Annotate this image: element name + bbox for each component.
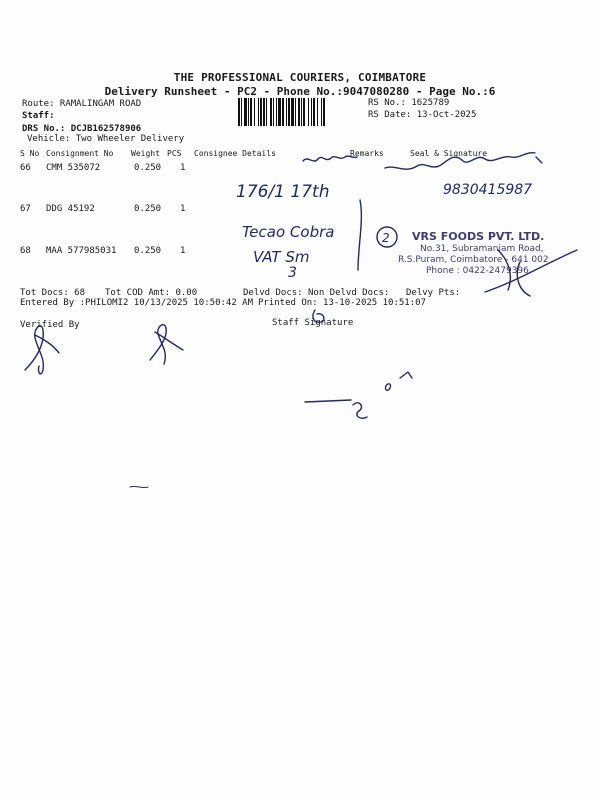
stamp-line-1: VRS FOODS PVT. LTD.	[412, 230, 545, 243]
row-68-consignment: MAA 577985031	[46, 246, 117, 256]
company-name: THE PROFESSIONAL COURIERS, COIMBATORE	[173, 71, 427, 84]
stamp-line-3: R.S.Puram, Coimbatore - 641 002	[398, 255, 549, 265]
company-stamp	[398, 230, 549, 276]
row-68-pcs: 1	[180, 246, 186, 256]
row-66-sno: 66	[20, 163, 31, 173]
entered-by: Entered By :PHILOMI2 10/13/2025 10:50:42 AM	[20, 298, 253, 308]
row-68-sno: 68	[20, 246, 31, 256]
verified-by-label: Verified By	[20, 320, 80, 330]
bottom-line-stroke	[305, 400, 351, 402]
row-66-remark-scribble	[303, 156, 357, 161]
verified-signature-2	[150, 325, 166, 364]
rs-number: RS No.: 1625789	[368, 98, 450, 108]
col-remarks: Remarks	[350, 149, 384, 158]
circled-number: 2	[382, 231, 390, 245]
col-seal: Seal & Signature	[410, 149, 488, 158]
row-66-pcs: 1	[180, 163, 186, 173]
col-pcs: PCS	[167, 149, 182, 158]
col-consignment: Consignment No	[46, 149, 114, 158]
total-docs: Tot Docs: 68	[20, 288, 86, 298]
staff-signature-mark	[313, 310, 324, 322]
vehicle-label: Vehicle: Two Wheeler Delivery	[27, 134, 185, 144]
drs-number: DRS No.: DCJB162578906	[22, 124, 142, 134]
staff-label: Staff:	[22, 111, 55, 121]
printed-on: Printed On: 13-10-2025 10:51:07	[258, 298, 426, 308]
row-66-phone-hand: 9830415987	[443, 182, 533, 198]
total-cod: Tot COD Amt: 0.00	[105, 288, 198, 298]
row-67-hand: Tecao Cobra	[242, 223, 335, 241]
non-delivered-docs: Non Delvd Docs:	[308, 288, 390, 298]
row-66-signature	[385, 153, 535, 170]
row-66-weight: 0.250	[134, 163, 162, 173]
rs-date: RS Date: 13-Oct-2025	[368, 110, 477, 120]
col-sno: S No	[20, 149, 40, 158]
row-66-consignment: CMM 535072	[46, 163, 101, 173]
row-67-pen-line	[358, 200, 361, 270]
staff-signature-label: Staff Signature	[272, 318, 354, 328]
stamp-line-2: No.31, Subramaniam Road,	[420, 244, 544, 254]
row-67-pcs: 1	[180, 204, 186, 214]
verified-signature-1	[25, 326, 43, 374]
col-weight: Weight	[131, 149, 160, 158]
runsheet-title: Delivery Runsheet - PC2 - Phone No.:9047080280 - Page No.:6	[104, 85, 496, 98]
delivery-points: Delvy Pts:	[406, 288, 461, 298]
row-67-sno: 67	[20, 204, 31, 214]
row-67-consignment: DDG 45192	[46, 204, 95, 214]
row-66-address-hand: 176/1 17th	[236, 182, 330, 202]
row-68-hand: VAT Sm	[253, 248, 310, 266]
row-67-weight: 0.250	[134, 204, 162, 214]
col-consignee: Consignee Details	[194, 149, 276, 158]
route-label: Route: RAMALINGAM ROAD	[22, 99, 142, 109]
row-68-weight: 0.250	[134, 246, 162, 256]
delivered-docs: Delvd Docs:	[243, 288, 303, 298]
stamp-line-4: Phone : 0422-2479396	[426, 266, 529, 276]
row-68-number-hand: 3	[288, 265, 297, 281]
